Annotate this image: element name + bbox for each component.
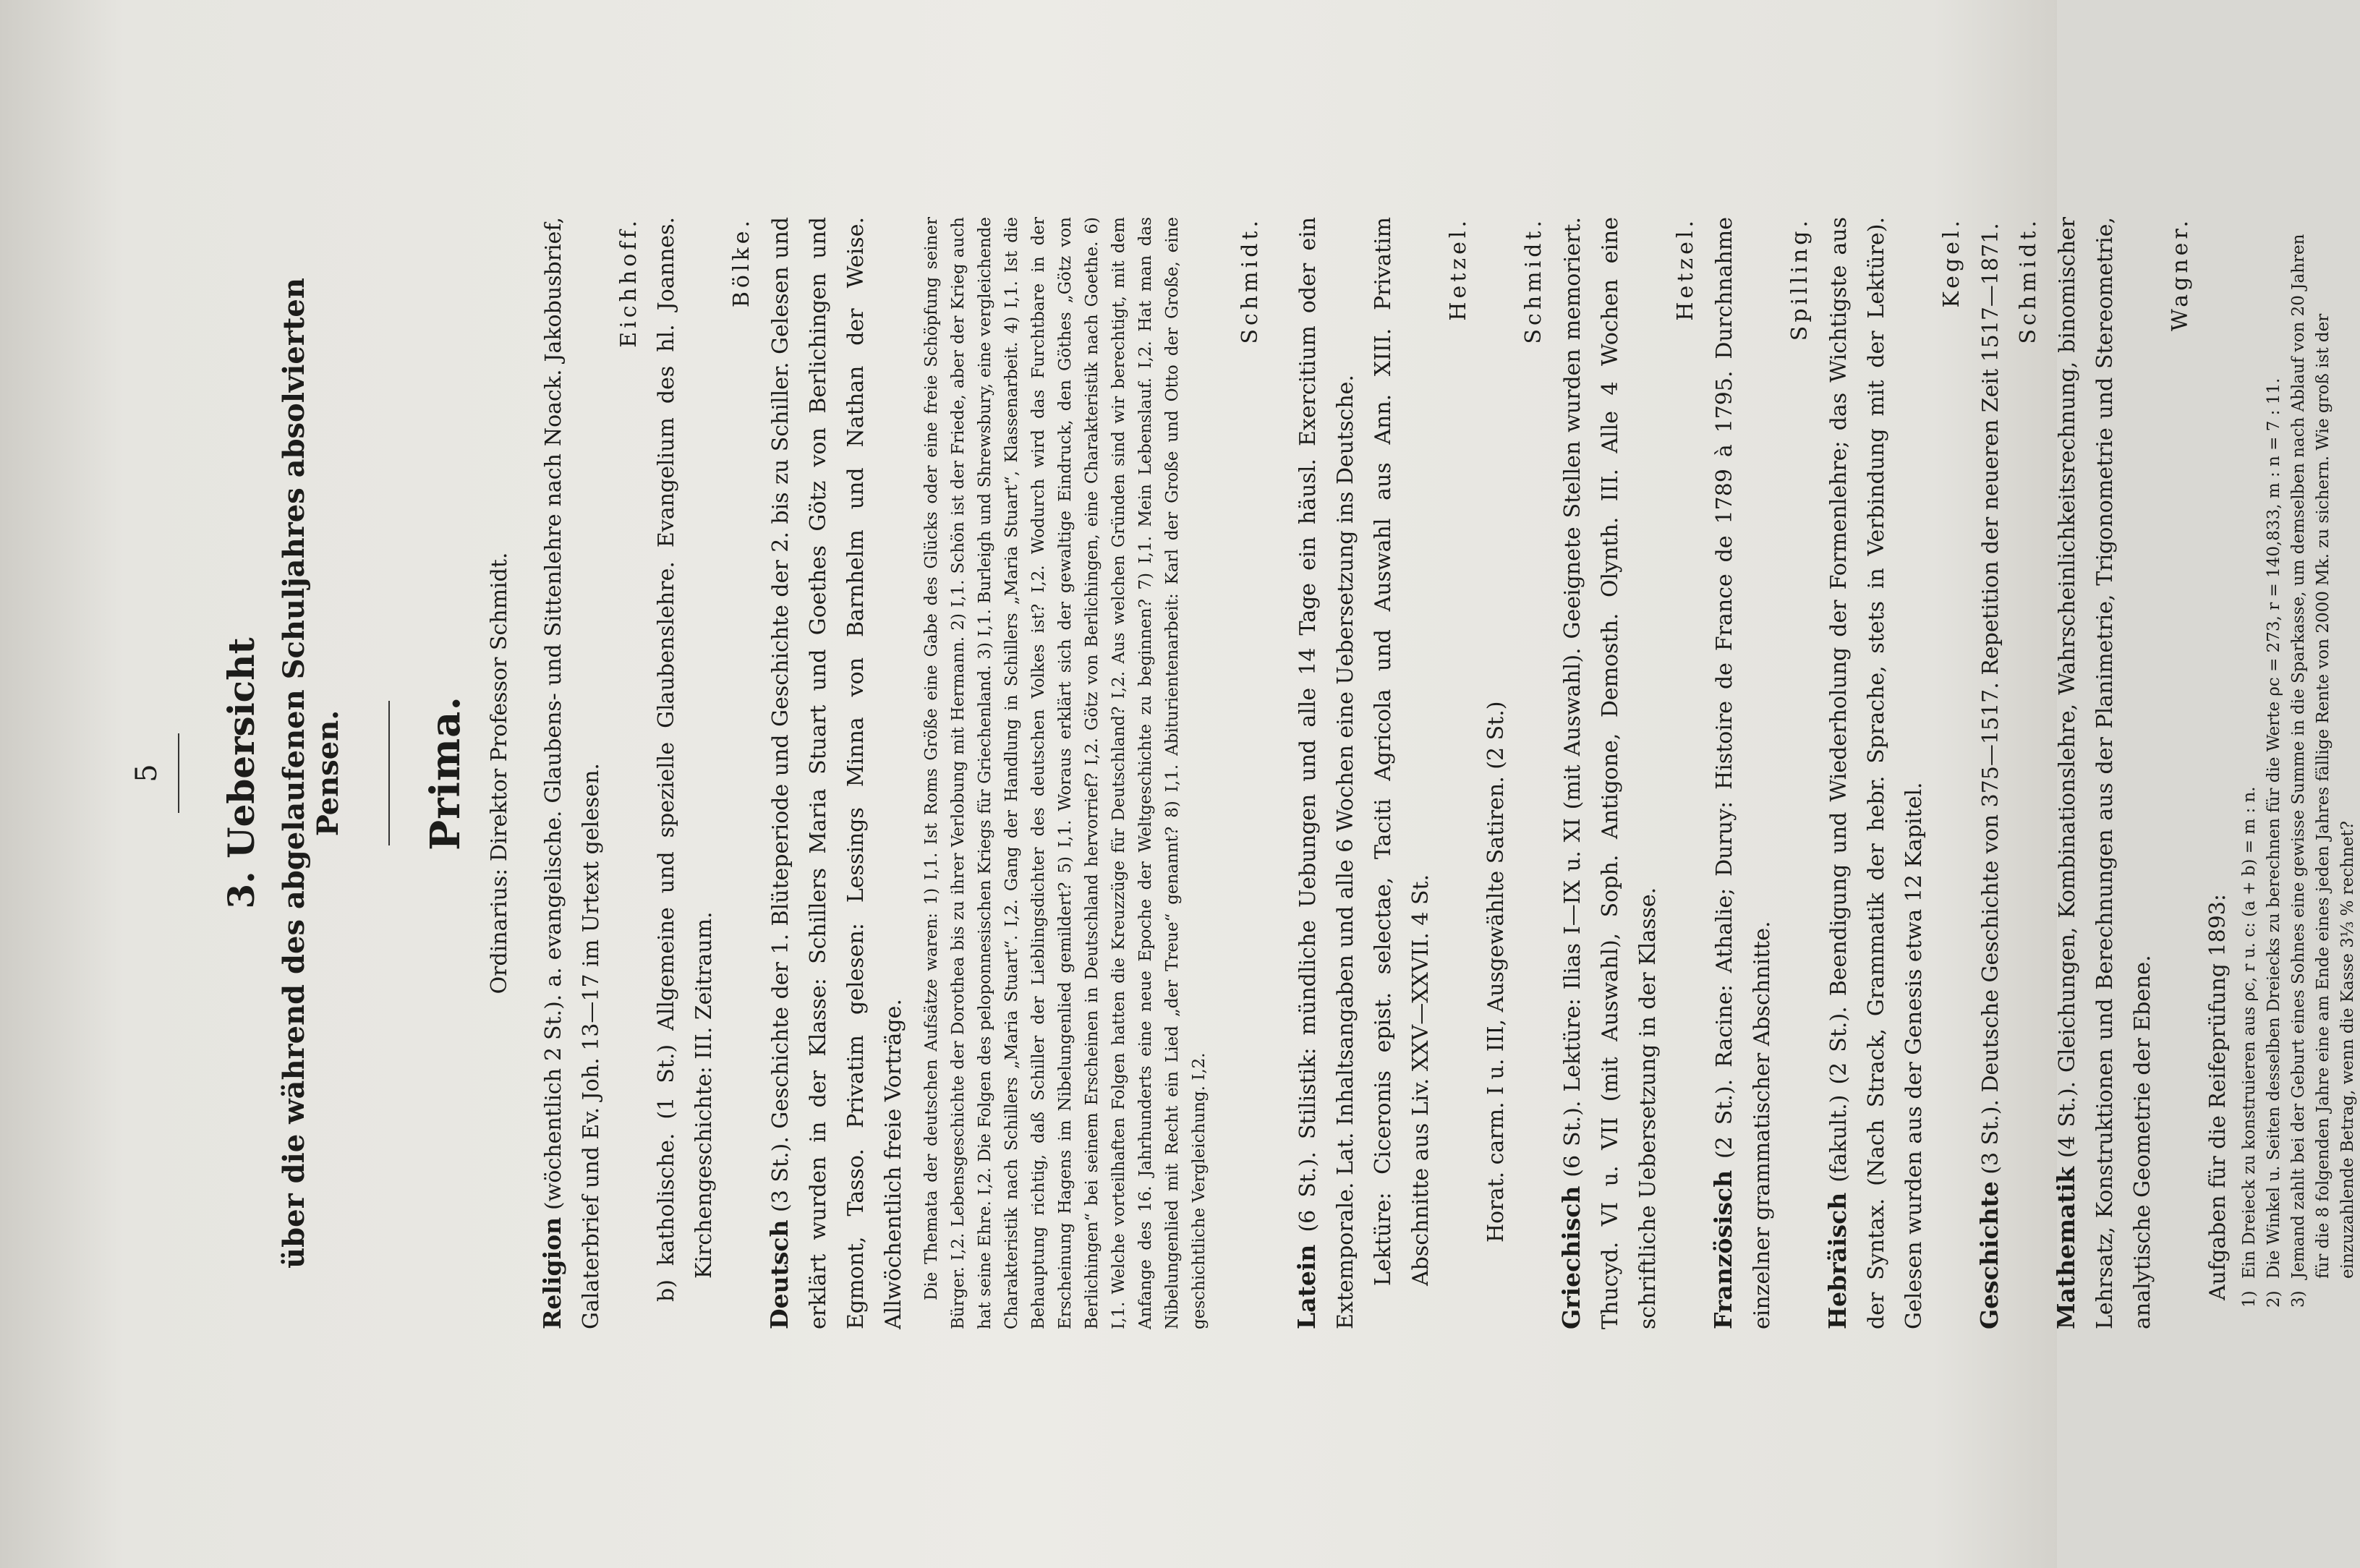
griechisch-text: (6 St.). Lektüre: Ilias I—IX u. XI (mit Auswahl). Geeignete Stellen wurden memoriert. Thucyd. VI u. VII (mit Auswahl), Soph. Antigone, Demosth. Olynth. III. Alle 4 Wochen eine schriftliche Uebersetzung in der Klasse. [1560,217,1661,1329]
latein-paragraph [1288,217,1365,1329]
class-title: Prima. [422,696,469,851]
subject-name: Griechisch [1557,1185,1585,1329]
deutsch-paragraph [761,217,913,1329]
task-item [2286,217,2360,1329]
divider [388,701,390,845]
subject-name: Latein [1292,1244,1321,1329]
subject-name: Religion [538,1217,566,1329]
spacer [1269,217,1288,1329]
teacher-name: Kegel. [1939,217,1964,308]
teacher-name: Spilling. [1787,217,1812,341]
task-number: 2) [2265,1290,2283,1308]
geschichte-paragraph [1971,217,2048,1329]
divider [178,733,179,813]
task-text: Die Winkel u. Seiten desselben Dreiecks zu berechnen für die Werte ρc = 273, r = 140,833, m : n = 7 : 11. [2265,378,2283,1279]
section-title: 3. Uebersicht [220,637,263,909]
religion-text-b: b) katholische. (1 St.) Allgemeine und spezielle Glaubenslehre. Evangelium des hl. Joannes. Kirchengeschichte: III. Zeitraum. [654,217,717,1302]
ordinarius-line: Ordinarius: Direktor Professor Schmidt. [487,552,512,994]
teacher-name: Eichhoff. [616,217,642,348]
latein-lekture [1365,217,1478,1329]
page-number: 5 [130,764,163,783]
subject-name: Geschichte [1975,1181,2003,1329]
franzoesisch-paragraph [1705,217,1819,1329]
teacher-name: Hetzel. [1673,217,1698,321]
latein-horaz-text: Horat. carm. I u. III, Ausgewählte Satiren. (2 St.) [1483,701,1509,1243]
subject-name: Deutsch [765,1219,793,1329]
teacher-name: Schmidt. [1521,217,1546,344]
task-text: Jemand zahlt bei der Geburt eines Sohnes eine gewisse Summe in die Sparkasse, um demselben nach Ablauf von 20 Jahren für die 8 folgenden Jahre eine am Ende eines jeden Jahres fällige Rente von 2000 Mk. zu sichern. Wie groß ist der einzuzahlende Betrag, wenn die Kasse 3⅓ % rechnet? [2289,234,2357,1279]
teacher-name: Schmidt. [2016,217,2041,344]
hebraeisch-text: (fakult.) (2 St.). Beendigung und Wiederholung der Formenlehre; das Wichtigste aus der Syntax. (Nach Strack, Grammatik der hebr. Sprache, stets in Verbindung mit der Lektüre). Gelesen wurden aus der Genesis etwa 12 Kapitel. [1826,217,1927,1329]
franzoesisch-text: (2 St.). Racine: Athalie; Duruy: Histoire de France de 1789 à 1795. Durchnahme einzelner grammatischer Abschnitte. [1712,217,1775,1329]
mathematik-text: (4 St.). Gleichungen, Kombinationslehre, Wahrscheinlichkeitsrechnung, binomischer Lehrsatz, Konstruktionen und Berechnungen aus der Planimetrie, Trigonometrie und Stereometrie, analytische Geometrie der Ebene. [2055,217,2155,1329]
religion-catholic-paragraph [648,217,761,1329]
deutsch-themes: Die Themata der deutschen Aufsätze waren: 1) I,1. Ist Roms Größe eine Gabe des Glücks oder eine freie Schöpfung seiner Bürger. I,2. Lebensgeschichte der Dorothea bis zu ihrer Verlobung mit Hermann. 2) I,1. Schön ist der Friede, aber der Krieg auch hat seine Ehre. I,2. Die Folgen des peloponnesischen Kriegs für Griechenland. 3) I,1. Burleigh und Shrewsbury, eine vergleichende Charakteristik nach Schillers „Maria Stuart“. I,2. Gang der Handlung in Schillers „Maria Stuart“, Klassenarbeit. 4) I,1. Ist die Behauptung richtig, daß Schiller der Lieblingsdichter des deutschen Volkes ist? I,2. Wodurch wird das Furchtbare in der Erscheinung Hagens im Nibelungenlied gemildert? 5) I,1. Woraus erklärt sich der gewaltige Eindruck, den Göthes „Götz von Berlichingen“ bei seinem Erscheinen in Deutschland hervorrief? I,2. Götz von Berlichingen, eine Charakteristik nach Goethe. 6) I,1. Welche vorteilhaften Folgen hatten die Kreuzzüge für Deutschland? I,2. Aus welchen Gründen sind wir berechtigt, mit dem Anfange des 16. Jahrhunderts eine neue Epoche der Weltgeschichte zu beginnen? 7) I,1. Mein Lebenslauf. I,2. Hat man das Nibelungenlied mit Recht ein Lied „der Treue“ genannt? 8) I,1. Abiturientenarbeit: Karl der Große und Otto der Große, eine geschichtliche Vergleichung. I,2. [922,217,1209,1329]
task-text: Ein Dreieck zu konstruieren aus ρc, r u. c: (a + b) = m : n. [2240,786,2259,1279]
subject-name: Hebräisch [1823,1192,1852,1329]
religion-text-a: (wöchentlich 2 St.). a. evangelische. Glaubens- und Sittenlehre nach Noack. Jakobusbrief, Galaterbrief und Ev. Joh. 13—17 im Urtext gelesen. [541,216,604,1329]
religion-paragraph [534,217,648,1329]
latein-horaz [1478,217,1553,1329]
tasks-title: Aufgaben für die Reifeprüfung 1893: [2205,894,2231,1300]
latein-lekture-text: Lektüre: Ciceronis epist. selectae, Taciti Agricola und Auswahl aus Ann. XIII. Privatim Abschnitte aus Liv. XXV—XXVII. 4 St. [1371,217,1434,1286]
subject-name: Französisch [1709,1169,1737,1329]
subject-name: Mathematik [2052,1166,2080,1329]
hebraeisch-paragraph [1819,217,1971,1329]
task-item [2237,217,2262,1329]
section-subtitle: über die während des abgelaufenen Schuljahres absolvierten Pensen. [277,278,345,1269]
mathematik-paragraph [2048,217,2199,1329]
geschichte-text: (3 St.). Deutsche Geschichte von 375—1517. Repetition der neueren Zeit 1517—1871. [1978,223,2003,1175]
teacher-name: Bölke. [729,217,754,308]
teacher-name: Schmidt. [1237,217,1263,344]
teacher-name: Hetzel. [1446,217,1471,321]
deutsch-text: (3 St.). Geschichte der 1. Blüteperiode und Geschichte der 2. bis zu Schiller. Gelesen und erklärt wurden in der Klasse: Schillers Maria Stuart und Goethes Götz von Berlichingen und Egmont, Tasso. Privatim gelesen: Lessings Minna von Barnhelm und Nathan der Weise. Allwöchentlich freie Vorträge. [768,217,906,1329]
teacher-name: Wagner. [2168,217,2193,331]
latein-text: (6 St.). Stilistik: mündliche Uebungen und alle 14 Tage ein häusl. Exercitium oder ein Extemporale. Lat. Inhaltsangaben und alle 6 Wochen eine Uebersetzung ins Deutsche. [1295,216,1358,1329]
task-number: 3) [2289,1290,2308,1308]
task-item [2262,217,2286,1329]
griechisch-paragraph [1553,217,1705,1329]
deutsch-teacher-line [1232,217,1269,1329]
task-number: 1) [2240,1290,2259,1308]
